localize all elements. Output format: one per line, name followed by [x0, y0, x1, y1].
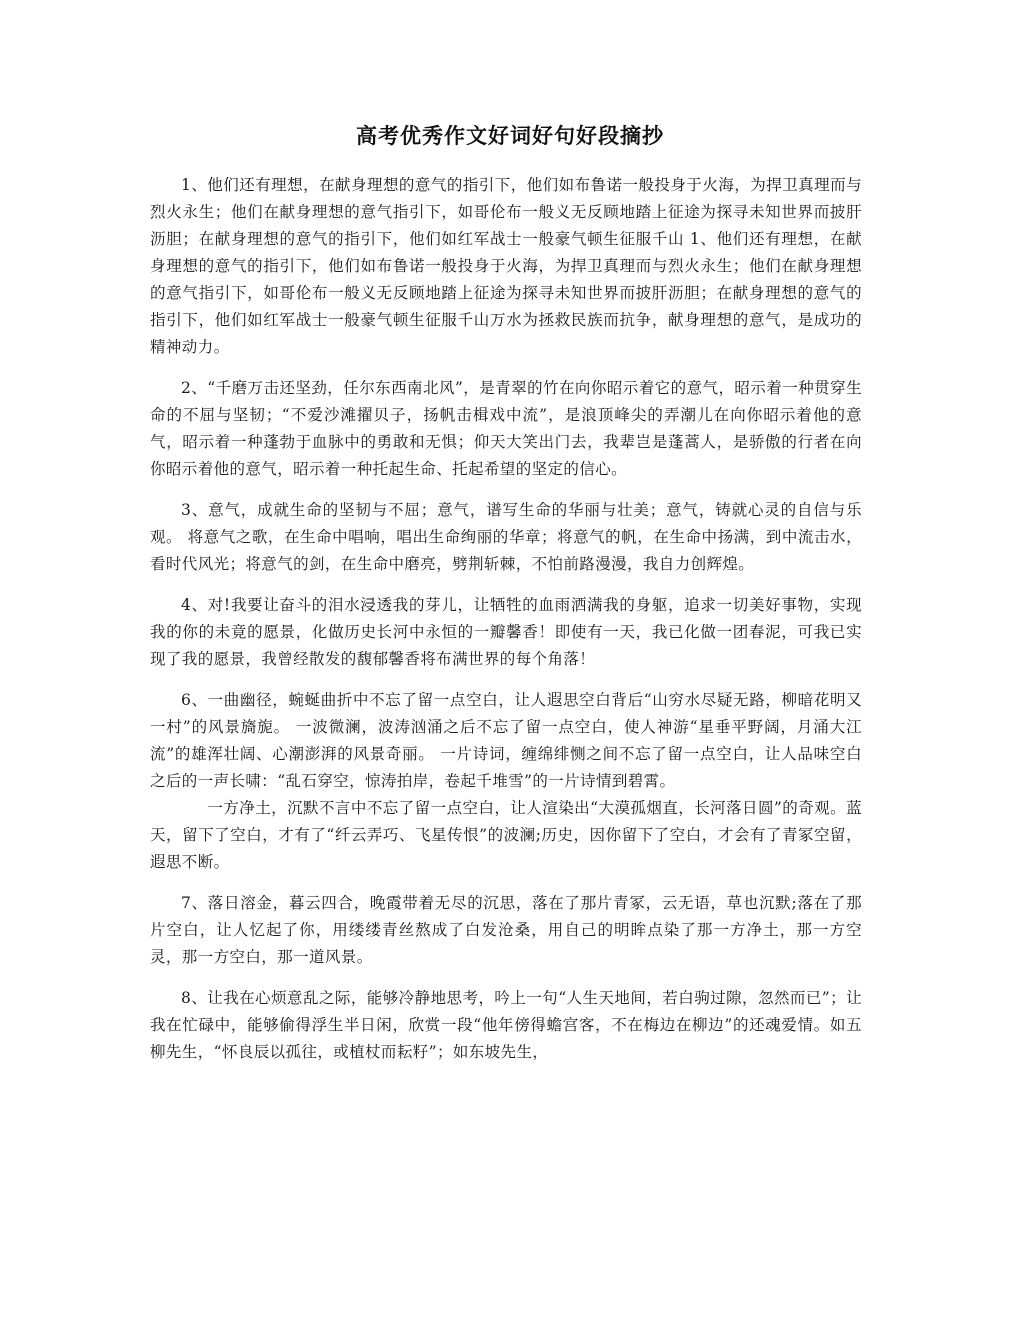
- paragraph-2: 2、“千磨万击还坚劲，任尔东西南北风”，是青翠的竹在向你昭示着它的意气，昭示着一种贯穿生命的不屈与坚韧；“不爱沙滩擢贝子，扬帆击楫戏中流”，是浪顶峰尖的弄潮儿在向你昭示着他的意气，昭示着一种蓬勃于血脉中的勇敢和无惧；仰天大笑出门去，我辈岂是蓬蒿人，是骄傲的行者在向你昭示着他的意气，昭示着一种托起生命、托起希望的坚定的信心。: [150, 379, 862, 478]
- document-title: 高考优秀作文好词好句好段摘抄: [356, 123, 664, 148]
- document-body: [150, 172, 862, 1080]
- paragraph-6-continued: 一方净土，沉默不言中不忘了留一点空白，让人渲染出“大漠孤烟直，长河落日圆”的奇观。蓝天，留下了空白，才有了“纤云弄巧、飞星传恨”的波澜;历史，因你留下了空白，才会有了青冢空留，遐思不断。: [150, 799, 862, 871]
- paragraph-4: 4、对!我要让奋斗的泪水浸透我的芽儿，让牺牲的血雨洒满我的身躯，追求一切美好事物，实现我的你的未竟的愿景，化做历史长河中永恒的一瓣馨香！即使有一天，我已化做一团春泥，可我已实现了我的愿景，我曾经散发的馥郁馨香将布满世界的每个角落！: [150, 596, 862, 668]
- paragraph-1: 1、他们还有理想，在献身理想的意气的指引下，他们如布鲁诺一般投身于火海，为捍卫真理而与烈火永生；他们在献身理想的意气指引下，如哥伦布一般义无反顾地踏上征途为探寻未知世界而披肝沥胆；在献身理想的意气的指引下，他们如红军战士一般豪气顿生征服千山 1、他们还有理想，在献身理想的意气的指引下，他们如布鲁诺一般投身于火海，为捍卫真理而与烈火永生；他们在献身理想的意气指引下，如哥伦布一般义无反顾地踏上征途为探寻未知世界而披肝沥胆；在献身理想的意气的指引下，他们如红军战士一般豪气顿生征服千山万水为拯救民族而抗争，献身理想的意气，是成功的精神动力。: [150, 176, 862, 356]
- paragraph-7: 7、落日溶金，暮云四合，晚霞带着无尽的沉思，落在了那片青冢，云无语，草也沉默;落在了那片空白，让人忆起了你，用缕缕青丝熬成了白发沧桑，用自己的明眸点染了那一方净土，那一方空灵，那一方空白，那一道风景。: [150, 894, 862, 966]
- paragraph-6: 6、一曲幽径，蜿蜒曲折中不忘了留一点空白，让人遐思空白背后“山穷水尽疑无路，柳暗花明又一村”的风景旖旎。 一波微澜，波涛汹涌之后不忘了留一点空白，使人神游“星垂平野阔，月涌大江流”的雄浑壮阔、心潮澎湃的风景奇丽。 一片诗词，缠绵绯恻之间不忘了留一点空白，让人品味空白之后的一声长啸：“乱石穿空，惊涛拍岸，卷起千堆雪”的一片诗情到碧霄。: [150, 691, 862, 790]
- paragraph-8: 8、让我在心烦意乱之际，能够冷静地思考，吟上一句“人生天地间，若白驹过隙，忽然而已”；让我在忙碌中，能够偷得浮生半日闲，欣赏一段“他年傍得蟾宫客，不在梅边在柳边”的还魂爱情。如五柳先生，“怀良辰以孤往，或植杖而耘籽”；如东坡先生，: [150, 989, 862, 1061]
- paragraph-3: 3、意气，成就生命的坚韧与不屈；意气，谱写生命的华丽与壮美；意气，铸就心灵的自信与乐观。 将意气之歌，在生命中唱响，唱出生命绚丽的华章；将意气的帆，在生命中扬满，到中流击水，看时代风光；将意气的剑，在生命中磨亮，劈荆斩棘，不怕前路漫漫，我自力创辉煌。: [150, 501, 862, 573]
